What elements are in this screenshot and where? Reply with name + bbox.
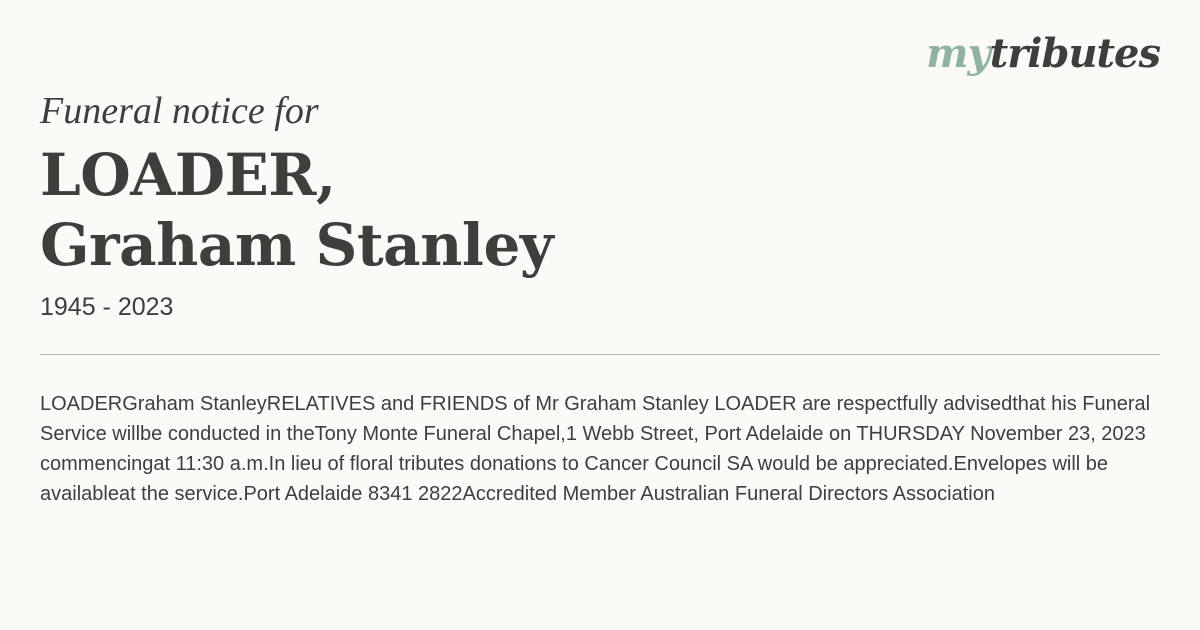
logo-prefix: my bbox=[926, 30, 990, 77]
notice-body: LOADERGraham StanleyRELATIVES and FRIENDS of Mr Graham Stanley LOADER are respectfully advisedthat his Funeral Service willbe conducted in theTony Monte Funeral Chapel,1 Webb Street, Port Adelaide on THURSDAY November 23, 2023 commencingat 11:30 a.m.In lieu of floral tributes donations to Cancer Council SA would be appreciated.Envelopes will be availableat the service.Port Adelaide 8341 2822Accredited Member Australian Funeral Directors Association bbox=[40, 393, 1151, 505]
divider bbox=[40, 354, 1160, 355]
life-years: 1945 - 2023 bbox=[40, 293, 174, 321]
deceased-surname: LOADER, bbox=[40, 141, 336, 209]
logo-suffix: tributes bbox=[989, 30, 1160, 77]
mytributes-logo[interactable] bbox=[926, 30, 1160, 77]
notice-intro: Funeral notice for bbox=[40, 90, 319, 132]
deceased-name bbox=[40, 140, 553, 280]
deceased-given-names: Graham Stanley bbox=[40, 211, 554, 279]
